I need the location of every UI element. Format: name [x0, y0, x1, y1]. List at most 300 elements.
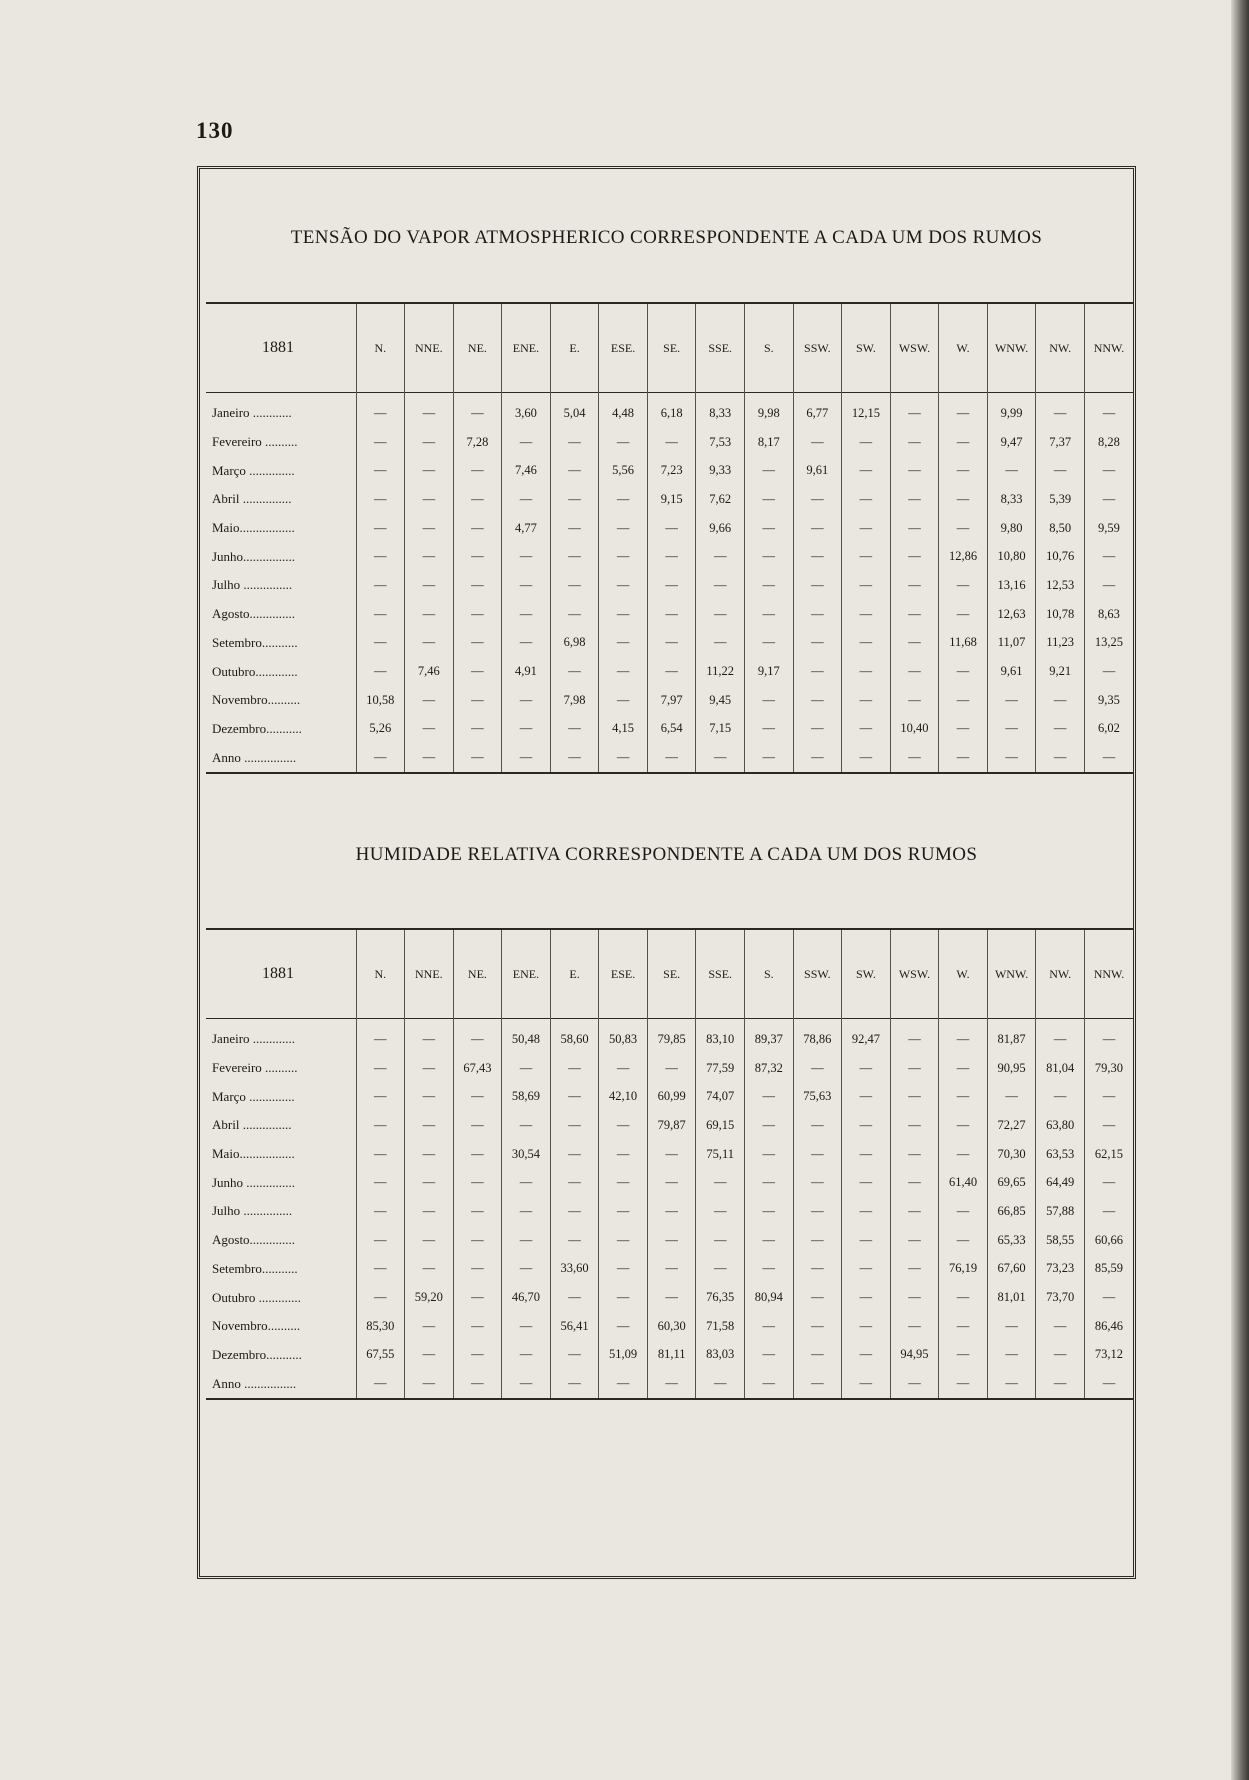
table-cell: 7,97 [647, 686, 696, 715]
table-cell: — [502, 1341, 551, 1370]
table-cell: — [939, 514, 988, 543]
table-cell: — [745, 514, 794, 543]
table-cell: 10,80 [987, 542, 1036, 571]
table-cell: — [453, 600, 502, 629]
table-cell: — [647, 657, 696, 686]
table-cell: 7,62 [696, 485, 745, 514]
column-header: NNW. [1084, 303, 1133, 393]
table-cell: — [502, 485, 551, 514]
table-cell: 50,83 [599, 1025, 648, 1054]
table-cell: — [1084, 485, 1133, 514]
table-cell: — [890, 1283, 939, 1312]
table-cell: — [842, 1168, 891, 1197]
column-header: WSW. [890, 929, 939, 1019]
table-cell: — [890, 428, 939, 457]
table-cell: — [405, 456, 454, 485]
table-cell: — [405, 600, 454, 629]
table-cell: — [599, 428, 648, 457]
table-cell: — [890, 600, 939, 629]
table-cell: — [939, 1283, 988, 1312]
column-header: NE. [453, 929, 502, 1019]
table-cell: — [793, 1226, 842, 1255]
table-cell: 72,27 [987, 1111, 1036, 1140]
table-cell: — [890, 514, 939, 543]
table-cell: — [405, 1140, 454, 1169]
table-cell: — [842, 600, 891, 629]
table-cell: — [356, 1025, 405, 1054]
table-cell: — [1084, 743, 1133, 773]
table-cell: 77,59 [696, 1054, 745, 1083]
table-cell: — [939, 485, 988, 514]
table-row [206, 514, 1133, 543]
table-cell: — [696, 1226, 745, 1255]
table-cell: 58,69 [502, 1082, 551, 1111]
table-cell: 10,76 [1036, 542, 1085, 571]
table-cell: — [502, 629, 551, 658]
month-label: Setembro........... [212, 1260, 298, 1276]
table-cell: — [939, 657, 988, 686]
table-cell: 9,59 [1084, 514, 1133, 543]
table-cell: — [405, 542, 454, 571]
table-cell: — [502, 1312, 551, 1341]
table-cell: — [453, 1168, 502, 1197]
table-cell: 85,59 [1084, 1255, 1133, 1284]
table-cell: — [793, 571, 842, 600]
table-cell: — [1036, 1082, 1085, 1111]
table-cell: — [356, 485, 405, 514]
table-cell: — [745, 743, 794, 773]
table-cell: 7,15 [696, 715, 745, 744]
table-cell: — [599, 1255, 648, 1284]
table-cell: 59,20 [405, 1283, 454, 1312]
table-cell: — [1084, 657, 1133, 686]
table-cell: — [793, 1054, 842, 1083]
month-label: Janeiro ............ [212, 405, 292, 421]
table-row [206, 1054, 1133, 1083]
table-cell: — [550, 428, 599, 457]
table-cell: — [1084, 1197, 1133, 1226]
table-cell: 30,54 [502, 1140, 551, 1169]
table-cell: 90,95 [987, 1054, 1036, 1083]
table-row [206, 485, 1133, 514]
table-cell: — [890, 542, 939, 571]
table-cell: — [842, 1226, 891, 1255]
table-cell: 10,58 [356, 686, 405, 715]
table-cell: — [842, 571, 891, 600]
table-cell: — [793, 1312, 842, 1341]
table-cell: — [550, 1341, 599, 1370]
column-header: SE. [647, 929, 696, 1019]
table-cell: — [453, 485, 502, 514]
table-cell: — [405, 1054, 454, 1083]
table-cell: — [599, 1197, 648, 1226]
table-cell: — [793, 629, 842, 658]
table-cell: — [453, 686, 502, 715]
table-row [206, 629, 1133, 658]
table-cell: — [502, 1255, 551, 1284]
table-cell: — [1084, 1025, 1133, 1054]
table-cell: — [550, 743, 599, 773]
table-cell: — [745, 1226, 794, 1255]
month-label: Agosto.............. [212, 606, 296, 622]
table-cell: — [453, 715, 502, 744]
page-edge [1231, 0, 1249, 1780]
table-row [206, 715, 1133, 744]
table-cell: — [793, 686, 842, 715]
table-cell: — [793, 1283, 842, 1312]
table-cell: — [647, 743, 696, 773]
table-cell: — [696, 600, 745, 629]
table-cell: — [696, 629, 745, 658]
column-header: S. [745, 929, 794, 1019]
table-cell: — [356, 743, 405, 773]
table-cell: — [745, 1255, 794, 1284]
table-cell: 11,68 [939, 629, 988, 658]
month-label: Julho ............... [212, 577, 293, 593]
table-cell: — [745, 629, 794, 658]
table-cell: — [842, 1255, 891, 1284]
table-cell: — [453, 1025, 502, 1054]
table-cell: — [696, 542, 745, 571]
table-cell: — [550, 1197, 599, 1226]
table-cell: — [356, 600, 405, 629]
table-cell: — [1036, 715, 1085, 744]
table-cell: — [599, 514, 648, 543]
table-row [206, 428, 1133, 457]
table-cell: — [842, 1082, 891, 1111]
table-cell: — [502, 1226, 551, 1255]
table-cell: — [356, 514, 405, 543]
month-label: Junho ............... [212, 1174, 296, 1190]
column-header: SW. [842, 929, 891, 1019]
table-cell: 6,77 [793, 399, 842, 428]
table-cell: — [502, 715, 551, 744]
table-cell: 12,15 [842, 399, 891, 428]
table-cell: — [842, 1140, 891, 1169]
column-header: ENE. [502, 303, 551, 393]
table-cell: 79,87 [647, 1111, 696, 1140]
table-cell: — [890, 1369, 939, 1399]
table-cell: 56,41 [550, 1312, 599, 1341]
table-row [206, 1197, 1133, 1226]
table-cell: — [1084, 1369, 1133, 1399]
table-cell: — [1084, 1082, 1133, 1111]
table-cell: — [405, 1341, 454, 1370]
table-cell: — [356, 399, 405, 428]
table-cell: 9,21 [1036, 657, 1085, 686]
table-cell: 7,98 [550, 686, 599, 715]
table-cell: — [550, 542, 599, 571]
table-cell: — [502, 1111, 551, 1140]
table-cell: — [745, 715, 794, 744]
column-header: N. [356, 929, 405, 1019]
table-cell: — [599, 1369, 648, 1399]
table-cell: — [890, 571, 939, 600]
table-cell: 57,88 [1036, 1197, 1085, 1226]
table-cell: — [1084, 456, 1133, 485]
column-header: E. [550, 929, 599, 1019]
table-cell: — [842, 629, 891, 658]
table-cell: 86,46 [1084, 1312, 1133, 1341]
table-cell: — [939, 1312, 988, 1341]
table-cell: — [356, 571, 405, 600]
table-cell: — [599, 686, 648, 715]
table-cell: — [405, 1226, 454, 1255]
table-cell: — [842, 1312, 891, 1341]
table-cell: — [502, 428, 551, 457]
table-cell: 9,47 [987, 428, 1036, 457]
table-cell: — [550, 1226, 599, 1255]
table-cell: — [453, 1140, 502, 1169]
table-cell: 51,09 [599, 1341, 648, 1370]
table-cell: — [453, 1255, 502, 1284]
table-cell: — [842, 428, 891, 457]
table-cell: — [599, 542, 648, 571]
table-cell: 13,16 [987, 571, 1036, 600]
table-cell: — [453, 514, 502, 543]
table-cell: — [939, 1082, 988, 1111]
table-cell: — [890, 629, 939, 658]
table-cell: — [647, 428, 696, 457]
table-cell: 6,98 [550, 629, 599, 658]
table-cell: — [842, 1197, 891, 1226]
month-label: Fevereiro .......... [212, 434, 298, 450]
table-cell: — [842, 743, 891, 773]
table-row [206, 1283, 1133, 1312]
table-cell: 76,35 [696, 1283, 745, 1312]
table-row [206, 1341, 1133, 1370]
table-cell: 7,28 [453, 428, 502, 457]
table-cell: — [793, 1197, 842, 1226]
table-cell: — [599, 1226, 648, 1255]
table-row [206, 1312, 1133, 1341]
table-cell: 6,18 [647, 399, 696, 428]
table-cell: 10,78 [1036, 600, 1085, 629]
column-header: NNE. [405, 303, 454, 393]
month-label: Março .............. [212, 1088, 295, 1104]
table-cell: — [647, 1140, 696, 1169]
table-cell: 58,55 [1036, 1226, 1085, 1255]
table-cell: — [890, 1255, 939, 1284]
table-cell: — [453, 1312, 502, 1341]
table-cell: 8,63 [1084, 600, 1133, 629]
column-header: ESE. [599, 303, 648, 393]
table-cell: — [550, 1168, 599, 1197]
table-cell: 11,23 [1036, 629, 1085, 658]
table-cell: 64,49 [1036, 1168, 1085, 1197]
table-cell: — [356, 1283, 405, 1312]
table-cell: — [1036, 456, 1085, 485]
table-cell: — [453, 1226, 502, 1255]
table-cell: — [793, 514, 842, 543]
table-cell: 9,35 [1084, 686, 1133, 715]
column-header: S. [745, 303, 794, 393]
table-cell: — [939, 715, 988, 744]
table-cell: — [405, 399, 454, 428]
table-cell: — [502, 686, 551, 715]
table-cell: — [647, 1054, 696, 1083]
table-cell: — [745, 1369, 794, 1399]
table-cell: — [939, 1025, 988, 1054]
table-cell: 63,53 [1036, 1140, 1085, 1169]
column-header: N. [356, 303, 405, 393]
table-cell: — [793, 715, 842, 744]
table-cell: 73,12 [1084, 1341, 1133, 1370]
table-cell: — [745, 1168, 794, 1197]
table-cell: — [453, 657, 502, 686]
month-label: Setembro........... [212, 634, 298, 650]
table-cell: — [356, 1226, 405, 1255]
table-cell: — [793, 657, 842, 686]
month-label: Dezembro........... [212, 720, 302, 736]
table-cell: — [599, 1140, 648, 1169]
month-label: Janeiro ............. [212, 1031, 296, 1047]
table-cell: 8,33 [696, 399, 745, 428]
table-cell: 61,40 [939, 1168, 988, 1197]
month-label: Abril ............... [212, 1117, 292, 1133]
table-cell: — [405, 1312, 454, 1341]
table-cell: — [405, 629, 454, 658]
table-cell: — [745, 686, 794, 715]
month-label: Outubro............. [212, 663, 298, 679]
month-label: Maio................. [212, 1146, 295, 1162]
month-label: Abril ............... [212, 491, 292, 507]
table-cell: — [453, 456, 502, 485]
month-label: Anno ................ [206, 1369, 356, 1399]
table-row [206, 1226, 1133, 1255]
table-cell: — [793, 600, 842, 629]
table-cell: — [405, 1025, 454, 1054]
table-row [206, 1025, 1133, 1054]
table-cell: — [502, 1168, 551, 1197]
table-cell: — [356, 1255, 405, 1284]
table-cell: — [890, 399, 939, 428]
table-cell: 10,40 [890, 715, 939, 744]
column-header: W. [939, 303, 988, 393]
table-cell: — [842, 542, 891, 571]
month-label: Maio................. [212, 520, 295, 536]
table-cell: 6,54 [647, 715, 696, 744]
table-cell: — [405, 1369, 454, 1399]
table-cell: — [793, 542, 842, 571]
table-cell: 46,70 [502, 1283, 551, 1312]
table-cell: — [890, 657, 939, 686]
vapor-tension-table [206, 302, 1133, 774]
table-row [206, 1168, 1133, 1197]
table-cell: 9,61 [987, 657, 1036, 686]
table-cell: — [599, 1111, 648, 1140]
table-cell: — [842, 485, 891, 514]
column-header: ENE. [502, 929, 551, 1019]
table-cell: — [939, 456, 988, 485]
table-cell: 92,47 [842, 1025, 891, 1054]
table-cell: — [842, 1054, 891, 1083]
table-cell: 60,30 [647, 1312, 696, 1341]
table-cell: — [599, 1054, 648, 1083]
table-cell: — [987, 686, 1036, 715]
table-cell: — [890, 1140, 939, 1169]
table-cell: — [502, 743, 551, 773]
table-cell: — [939, 686, 988, 715]
table-cell: 89,37 [745, 1025, 794, 1054]
table-cell: — [696, 1168, 745, 1197]
table-cell: — [647, 1168, 696, 1197]
table-cell: — [502, 1054, 551, 1083]
table-cell: — [842, 1369, 891, 1399]
table-cell: — [793, 1369, 842, 1399]
table-row [206, 686, 1133, 715]
table-cell: 60,99 [647, 1082, 696, 1111]
table-cell: — [405, 1168, 454, 1197]
table-cell: 3,60 [502, 399, 551, 428]
table-row [206, 1111, 1133, 1140]
table-cell: — [405, 715, 454, 744]
table-cell: — [453, 1111, 502, 1140]
table-cell: — [647, 514, 696, 543]
table-cell: 7,46 [502, 456, 551, 485]
table-cell: 81,87 [987, 1025, 1036, 1054]
table-cell: 42,10 [599, 1082, 648, 1111]
table-cell: — [890, 743, 939, 773]
table-cell: 12,53 [1036, 571, 1085, 600]
table-cell: — [1084, 1168, 1133, 1197]
table-cell: — [939, 1197, 988, 1226]
table-cell: 83,03 [696, 1341, 745, 1370]
column-header: NW. [1036, 303, 1085, 393]
table-cell: 87,32 [745, 1054, 794, 1083]
table-row [206, 456, 1133, 485]
table-cell: 5,04 [550, 399, 599, 428]
table-cell: — [453, 399, 502, 428]
table-cell: — [356, 542, 405, 571]
table-cell: — [550, 514, 599, 543]
table-cell: — [356, 428, 405, 457]
table-cell: — [550, 485, 599, 514]
table-cell: 85,30 [356, 1312, 405, 1341]
table-cell: 7,37 [1036, 428, 1085, 457]
table-cell: — [356, 1082, 405, 1111]
column-header: SSE. [696, 929, 745, 1019]
table-cell: — [842, 1111, 891, 1140]
table-cell: — [647, 542, 696, 571]
table-cell: — [550, 600, 599, 629]
table-cell: 76,19 [939, 1255, 988, 1284]
table-cell: 62,15 [1084, 1140, 1133, 1169]
table-cell: — [647, 1255, 696, 1284]
table-cell: — [793, 1341, 842, 1370]
table-cell: 7,53 [696, 428, 745, 457]
table-cell: — [453, 1082, 502, 1111]
table-row [206, 1369, 1133, 1399]
table-row [206, 542, 1133, 571]
table-cell: — [696, 1197, 745, 1226]
table-cell: 5,56 [599, 456, 648, 485]
table-cell: — [793, 485, 842, 514]
table-cell: — [793, 428, 842, 457]
table-cell: 73,23 [1036, 1255, 1085, 1284]
table-cell: — [987, 1369, 1036, 1399]
column-header: SSE. [696, 303, 745, 393]
table-cell: 5,39 [1036, 485, 1085, 514]
table-cell: — [550, 1283, 599, 1312]
table-cell: — [356, 657, 405, 686]
table-cell: — [1036, 1025, 1085, 1054]
table-cell: — [647, 600, 696, 629]
table-cell: — [939, 428, 988, 457]
table-cell: — [890, 686, 939, 715]
table-cell: — [745, 1312, 794, 1341]
column-header: SSW. [793, 929, 842, 1019]
